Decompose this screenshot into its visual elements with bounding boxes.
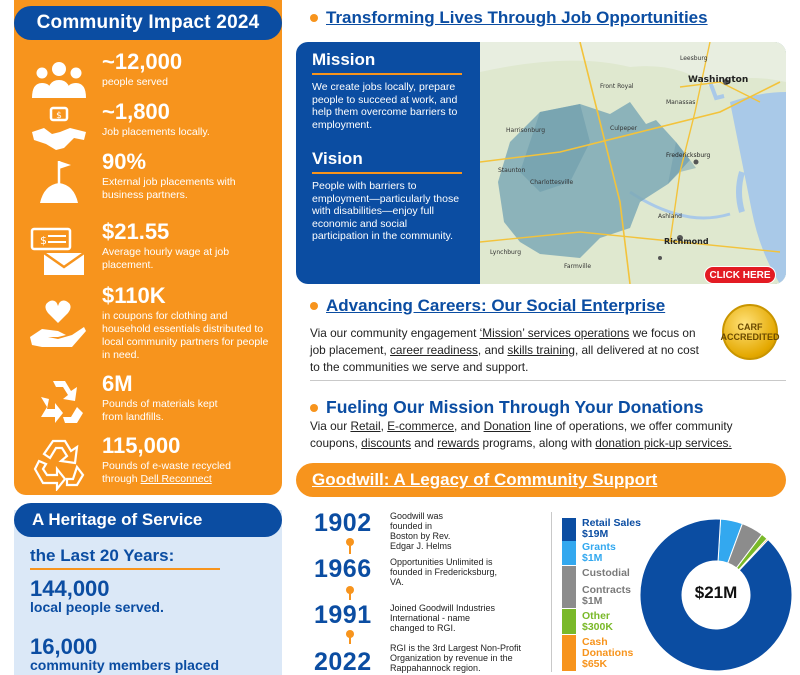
ecommerce-link[interactable]: E-commerce <box>387 419 455 433</box>
opportunities-title[interactable]: Transforming Lives Through Job Opportunities <box>326 8 708 27</box>
map-label-front-royal: Front Royal <box>600 83 634 90</box>
careers-text: Via our community engagement <box>310 326 480 340</box>
legend-swatch-grants <box>562 541 576 565</box>
heritage-placed-value: 16,000 <box>30 634 98 659</box>
career-readiness-link[interactable]: career readiness <box>390 343 478 357</box>
stat-value: $21.55 <box>102 219 170 244</box>
map-label-lynchburg: Lynchburg <box>490 249 522 256</box>
summit-flag-icon <box>24 152 94 208</box>
timeline-year: 2022 <box>314 648 372 675</box>
careers-text: , all delivered at no cost to the communities we serve and support. <box>310 343 699 374</box>
careers-title[interactable]: Advancing Careers: Our Social Enterprise <box>326 296 666 315</box>
legend-swatch-other <box>562 609 576 634</box>
svg-text:$: $ <box>40 234 47 247</box>
handshake-icon <box>24 102 94 158</box>
stat-value: 90% <box>102 149 147 174</box>
map-label-farmville: Farmville <box>564 263 592 270</box>
vision-heading: Vision <box>312 149 462 174</box>
stat-label: in coupons for clothing and household essentials distributed to local community partners for people in need. <box>102 310 269 361</box>
community-impact-title: Community Impact 2024 <box>14 6 282 40</box>
heritage-people-value: 144,000 <box>30 576 110 601</box>
timeline-year: 1966 <box>314 555 372 583</box>
map-label-manassas: Manassas <box>666 99 696 106</box>
bullet-icon <box>310 404 318 412</box>
money-envelope-icon <box>24 222 94 278</box>
legend-custodial <box>582 568 631 607</box>
stat-label: Job placements locally. <box>102 126 210 138</box>
dell-reconnect-link[interactable]: Dell Reconnect <box>140 473 212 485</box>
recycle-outline-icon <box>24 436 94 492</box>
donations-text: line of operations, we offer community coupons, <box>310 419 733 450</box>
stat-label: people served <box>102 76 168 88</box>
donations-text: Via our <box>310 419 351 433</box>
skills-training-link[interactable]: skills training <box>507 343 575 357</box>
click-here-button[interactable] <box>704 266 776 284</box>
legend-swatch-custodial <box>562 566 576 608</box>
heritage-people-label: local people served. <box>30 599 164 615</box>
donations-text: , <box>380 419 388 433</box>
heritage-placed-label: community members placed <box>30 657 220 673</box>
legend-label: Custodial <box>582 567 630 579</box>
legend-value: $300K <box>582 621 613 633</box>
retail-link[interactable]: Retail <box>350 419 381 433</box>
stat-label: Average hourly wage at job placement. <box>102 246 230 271</box>
donut-center-label: $21M <box>694 583 738 602</box>
timeline-desc: Joined Goodwill Industries International - name changed to RGI. <box>390 603 496 633</box>
careers-text: , and <box>477 343 508 357</box>
careers-paragraph <box>310 325 710 376</box>
legend-grants <box>582 542 616 564</box>
timeline-desc: RGI is the 3rd Largest Non-Profit Organization by revenue in the Rappahannock region. <box>390 643 522 673</box>
stat-value: ~1,800 <box>102 99 170 124</box>
heritage-subtitle: the Last 20 Years: <box>30 546 175 565</box>
mission-vision-box <box>296 42 786 284</box>
heritage-title: A Heritage of Service <box>14 503 282 537</box>
svg-text:$: $ <box>56 111 62 121</box>
bullet-icon <box>310 302 318 310</box>
timeline-year: 1991 <box>314 601 372 629</box>
legend-swatch-cash <box>562 635 576 671</box>
click-here-label: CLICK HERE <box>709 269 771 281</box>
legend-value: $19M <box>582 528 609 540</box>
timeline-desc: Opportunities Unlimited is founded in Fredericksburg, VA. <box>390 557 498 587</box>
map-label-culpeper: Culpeper <box>610 125 638 132</box>
careers-heading[interactable] <box>310 296 665 316</box>
legend-cash <box>582 637 633 670</box>
chart-divider <box>551 512 552 672</box>
legend-value: $1M <box>582 595 603 607</box>
legend-label: Cash <box>582 636 608 648</box>
carf-accreditation-badge <box>722 304 778 360</box>
timeline-connector <box>349 542 351 554</box>
stat-label: External job placements with business partners. <box>102 176 236 201</box>
donation-pickup-link[interactable]: donation pick-up services. <box>595 436 732 450</box>
map-label-charlottesville: Charlottesville <box>530 179 574 186</box>
people-group-icon <box>24 52 94 108</box>
map-label-harrisonburg: Harrisonburg <box>506 127 546 134</box>
legacy-heading[interactable] <box>296 463 786 497</box>
legend-label: Grants <box>582 541 616 553</box>
vision-text: People with barriers to employment—particularly those with disabilities—enjoy full economic and social participation in the community. <box>312 180 460 242</box>
timeline-year: 1902 <box>314 509 372 537</box>
donations-text: , and <box>454 419 484 433</box>
heritage-divider <box>30 568 220 570</box>
map-label-leesburg: Leesburg <box>680 55 708 62</box>
legend-other <box>582 611 613 633</box>
donations-heading <box>310 397 704 418</box>
donations-paragraph <box>310 418 778 452</box>
legend-retail <box>582 518 641 540</box>
stat-value: $110K <box>102 283 166 308</box>
stat-label: Pounds of e-waste recycled through <box>102 460 231 485</box>
map-label-washington: Washington <box>688 75 749 85</box>
donations-title: Fueling Our Mission Through Your Donations <box>326 397 704 417</box>
legend-label: Retail Sales <box>582 517 641 529</box>
legend-value: $65K <box>582 658 608 670</box>
carf-badge-text: CARF ACCREDITED <box>720 322 780 342</box>
timeline-desc: Goodwill was founded in Boston by Rev. Edgar J. Helms <box>390 511 452 551</box>
opportunities-heading[interactable] <box>310 8 708 28</box>
legend-label: Other <box>582 610 611 622</box>
mission-text: We create jobs locally, prepare people to succeed at work, and help them overcome barriers to employment. <box>312 81 458 131</box>
legend-label: Contracts <box>582 584 632 596</box>
heart-hand-icon <box>24 296 94 352</box>
timeline-connector <box>349 634 351 644</box>
bullet-icon <box>310 14 318 22</box>
map-label-ashland: Ashland <box>658 213 682 220</box>
service-area-map[interactable] <box>480 42 786 284</box>
donations-text: programs, along with <box>479 436 596 450</box>
donation-link[interactable]: Donation <box>483 419 531 433</box>
map-label-staunton: Staunton <box>498 167 526 174</box>
stat-value: 6M <box>102 371 133 396</box>
recycle-icon <box>24 374 94 430</box>
stat-label: Pounds of materials kept from landfills. <box>102 398 218 423</box>
map-label-fredericksburg: Fredericksburg <box>666 152 711 159</box>
timeline-connector <box>349 590 351 600</box>
map-label-richmond: Richmond <box>664 237 709 246</box>
rewards-link[interactable]: rewards <box>437 436 480 450</box>
donations-text: and <box>411 436 438 450</box>
careers-text: we focus on job placement, <box>310 326 696 357</box>
legend-label: Donations <box>582 647 634 659</box>
mission-services-link[interactable]: ‘Mission’ services operations <box>479 326 630 340</box>
stat-value: ~12,000 <box>102 49 183 74</box>
section-divider <box>310 380 786 381</box>
mission-heading: Mission <box>312 50 462 75</box>
legacy-title[interactable]: Goodwill: A Legacy of Community Support <box>312 470 658 489</box>
discounts-link[interactable]: discounts <box>361 436 412 450</box>
stat-value: 115,000 <box>102 433 181 458</box>
legend-value: $1M <box>582 552 603 564</box>
